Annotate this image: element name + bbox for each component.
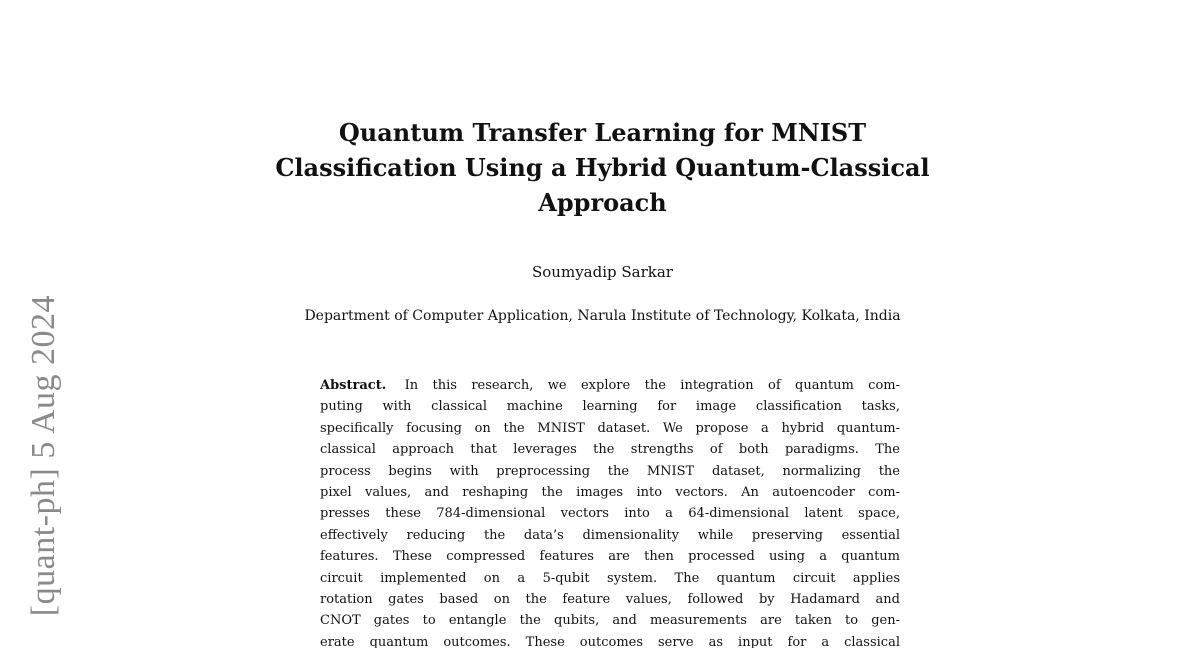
title-line-1: Quantum Transfer Learning for MNIST [338, 118, 867, 147]
abstract-first-line-text: In this research, we explore the integration of quantum com- [404, 378, 900, 393]
abstract [320, 375, 900, 648]
abstract-line: process begins with preprocessing the MNIST dataset, normalizing the [320, 463, 900, 479]
title-line-3: Approach [538, 188, 667, 217]
arxiv-identifier-stamp [14, 0, 74, 648]
abstract-line: pixel values, and reshaping the images into vectors. An autoencoder com- [320, 485, 900, 501]
title-line-2: Classification Using a Hybrid Quantum-Classical [275, 153, 930, 182]
paper-title [200, 115, 1005, 220]
abstract-line: effectively reducing the data’s dimensionality while preserving essential [320, 527, 900, 543]
abstract-line: circuit implemented on a 5-qubit system. The quantum circuit applies [320, 570, 900, 586]
abstract-line: puting with classical machine learning for image classification tasks, [320, 399, 900, 415]
abstract-line: presses these 784-dimensional vectors into a 64-dimensional latent space, [320, 506, 900, 522]
abstract-line: features. These compressed features are then processed using a quantum [320, 549, 900, 565]
abstract-line: erate quantum outcomes. These outcomes serve as input for a classical [320, 634, 900, 648]
abstract-label: Abstract. [320, 378, 387, 393]
abstract-line: rotation gates based on the feature values, followed by Hadamard and [320, 592, 900, 608]
arxiv-stamp-text: [quant-ph] 5 Aug 2024 [25, 295, 62, 617]
abstract-line: specifically focusing on the MNIST dataset. We propose a hybrid quantum- [320, 420, 900, 436]
author-affiliation: Department of Computer Application, Narula Institute of Technology, Kolkata, India [304, 308, 901, 324]
abstract-line: classical approach that leverages the strengths of both paradigms. The [320, 442, 900, 458]
author-name: Soumyadip Sarkar [532, 263, 673, 281]
abstract-line: CNOT gates to entangle the qubits, and measurements are taken to gen- [320, 613, 900, 629]
abstract-line [320, 375, 900, 396]
